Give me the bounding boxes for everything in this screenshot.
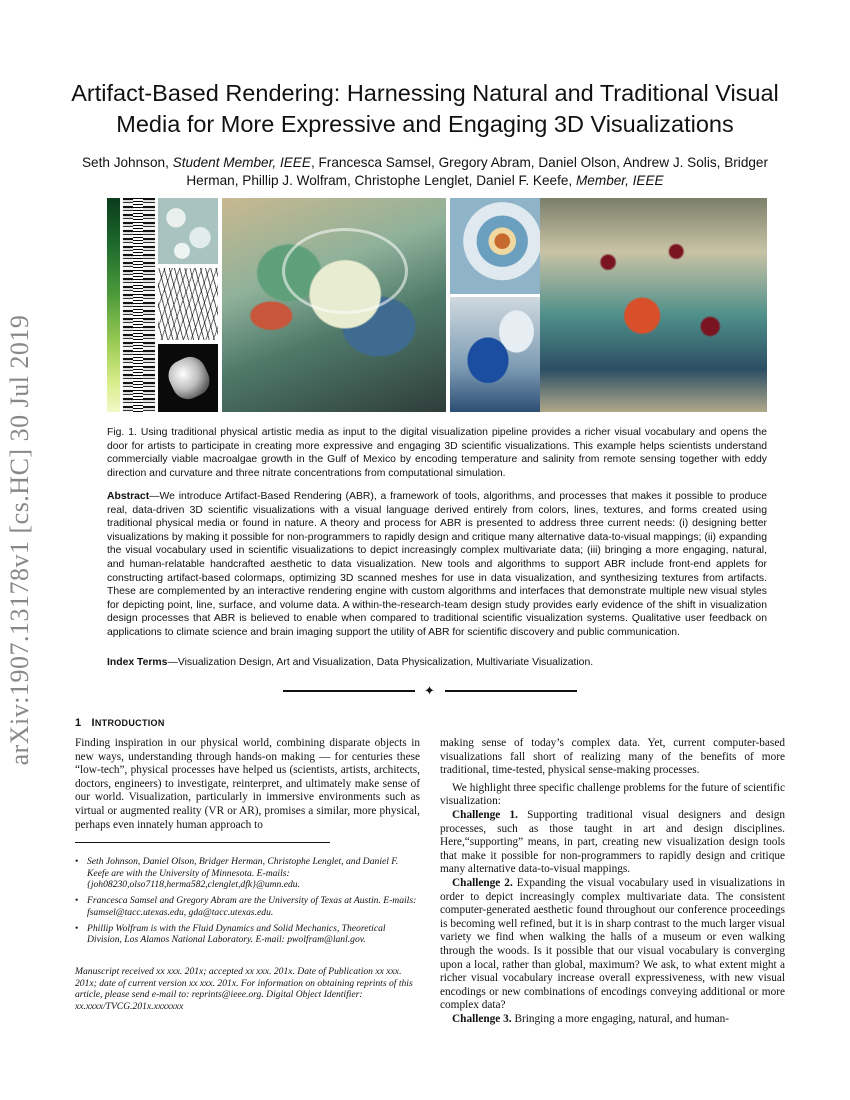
index-terms <box>107 656 767 670</box>
teaser-figure <box>107 198 767 412</box>
water-texture-swatch <box>158 198 218 264</box>
author-role: Student Member, IEEE <box>172 155 311 170</box>
challenge-1: Challenge 1. Supporting traditional visual designers and design processes, such as those taught in art and design disciplines. Here,“supporting” means, in part, creating new visualization design tools that make it possible for non-programmers to rapidly design and critique many alternative data-to-visual mappings. <box>440 808 786 876</box>
figure-caption: Fig. 1. Using traditional physical artistic media as input to the digital visualization pipeline provides a richer visual vocabulary and opens the door for artists to participate in creating more expressive and engaging 3D scientific visualizations. This example helps scientists understand commercially viable macroalgae growth in the Gulf of Mexico by encoding temperature and salinity from remote sensing together with eddy direction and curvature and three nitrate concentrations from computational simulation. <box>107 427 767 479</box>
immersive-3d-scene <box>540 198 767 412</box>
author-text: Seth Johnson, <box>81 155 173 170</box>
challenge-3: Challenge 3. Bringing a more engaging, natural, and human- <box>452 1012 730 1025</box>
divider-diamond-icon: ✦ <box>424 683 435 698</box>
footnote-item: • Francesca Samsel and Gregory Abram are the University of Texas at Austin. E-mails: fsamsel@tacc.utexas.edu, gda@tacc.utexas.edu. <box>87 895 420 918</box>
arxiv-identifier: arXiv:1907.13178v1 [cs.HC] 30 Jul 2019 <box>5 314 34 766</box>
author-list <box>60 154 790 190</box>
paper-title: Artifact-Based Rendering: Harnessing Natural and Traditional Visual Media for More Expressive and Engaging 3D Visualizations <box>71 80 779 137</box>
eddy-detail-visualization <box>450 198 545 294</box>
paragraph: We highlight three specific challenge problems for the future of scientific visualization: <box>440 781 785 808</box>
body-right-column <box>440 737 785 1026</box>
author-role: Member, IEEE <box>575 173 664 188</box>
affiliation-footnotes <box>75 856 420 950</box>
index-terms-text: —Visualization Design, Art and Visualization, Data Physicalization, Multivariate Visualization. <box>167 657 594 668</box>
author-text: , Francesca Samsel, Gregory Abram, Daniel Olson, Andrew J. Solis, Bridger Herman, Phillip J. Wolfram, Christophe Lenglet, Daniel F. Keefe, <box>186 155 769 188</box>
abstract <box>107 490 767 640</box>
footnote-item: • Phillip Wolfram is with the Fluid Dynamics and Solid Mechanics, Theoretical Division, Los Alamos National Laboratory. E-mail: pwolfram@lanl.gov. <box>87 923 420 946</box>
current-detail-visualization <box>450 297 545 412</box>
footnote-rule <box>75 842 330 843</box>
paragraph: making sense of today’s complex data. Yet, current computer-based visualizations fall short of realizing many of the benefits of more traditional, time-tested, physical sense-making processes. <box>440 737 785 777</box>
sketch-texture-swatch <box>158 268 218 340</box>
challenge-2: Challenge 2. Expanding the visual vocabulary used in visualizations in order to depict increasingly complex multivariate data. The consistent computer-generated aesthetic found throughout our conference proceedings is becoming well refined, but it is in sharp contrast to the much larger visual variety we find when walking the halls of a museum or even walking through the woods. Is it possible that our visual vocabulary is converging upon a local, rather than global, maximum? We ask, to what extent might a richer visual vocabulary increase overall expressiveness, with new visual encodings or new combinations of encodings conveying additional or more complex data? <box>440 876 786 1012</box>
abstract-text: —We introduce Artifact-Based Rendering (ABR), a framework of tools, algorithms, and processes that makes it possible to produce real, data-driven 3D scientific visualizations with a visual language derived entirely from colors, lines, textures, and forms created using traditional physical media or found in nature. A theory and process for ABR is presented to address three current needs: (i) designing better visualizations by making it possible for non-programmers to rapidly design and critique many alternative data-to-visual mappings; (ii) expanding the visual vocabulary used in scientific visualizations to depict increasingly complex multivariate data; (iii) bringing a more engaging, natural, and human-relatable handcrafted aesthetic to data visualization. New tools and algorithms to support ABR include front-end applets for constructing artifact-based colormaps, optimizing 3D scanned meshes for use in data visualization, and synthesizing textures from artifacts. These are complemented by an interactive rendering engine with custom algorithms and interfaces that demonstrate multiple new visual styles for depicting point, line, surface, and volume data. A within-the-research-team design study provides early evidence of the shift in visualization design processes that ABR is believed to enable when compared to traditional scientific visualization systems. Qualitative user feedback on applications to climate science and brain imaging support the utility of ABR for scientific discovery and public communication. <box>107 491 767 638</box>
abstract-label: Abstract <box>107 491 150 502</box>
section-heading: 1 INTRODUCTION <box>75 717 165 729</box>
gulf-of-mexico-visualization <box>222 198 446 412</box>
colormap-strip <box>107 198 120 412</box>
index-terms-label: Index Terms <box>107 657 168 668</box>
paragraph: Finding inspiration in our physical world, combining disparate objects in new ways, understanding through hands-on making — for centuries these “low-tech”, physical processes have helped us (scientists, artists, architects, doctors, engineers) to investigate, reinterpret, and ultimately make sense of our world. Visualization, particularly in immersive environments such as virtual or augmented reality (VR or AR), promises a similar, more physical, perhaps even innately human approach to <box>75 737 420 831</box>
section-divider <box>283 682 579 700</box>
line-texture-strip <box>123 198 155 412</box>
manuscript-note: Manuscript received xx xxx. 201x; accepted xx xxx. 201x. Date of Publication xx xxx. 201x; date of current version xx xxx. 201x. For information on obtaining reprints of this article, please send e-mail to: reprints@ieee.org. Digital Object Identifier: xx.xxxx/TVCG.201x.xxxxxxx <box>75 966 413 1013</box>
footnote-item: • Seth Johnson, Daniel Olson, Bridger Herman, Christophe Lenglet, and Daniel F. Keefe are with the University of Minnesota. E-mails: {joh08230,olso7118,herma582,clenglet,dfk}@umn.edu. <box>87 856 420 891</box>
body-left-column <box>75 737 420 832</box>
scanned-form-swatch <box>158 344 218 412</box>
